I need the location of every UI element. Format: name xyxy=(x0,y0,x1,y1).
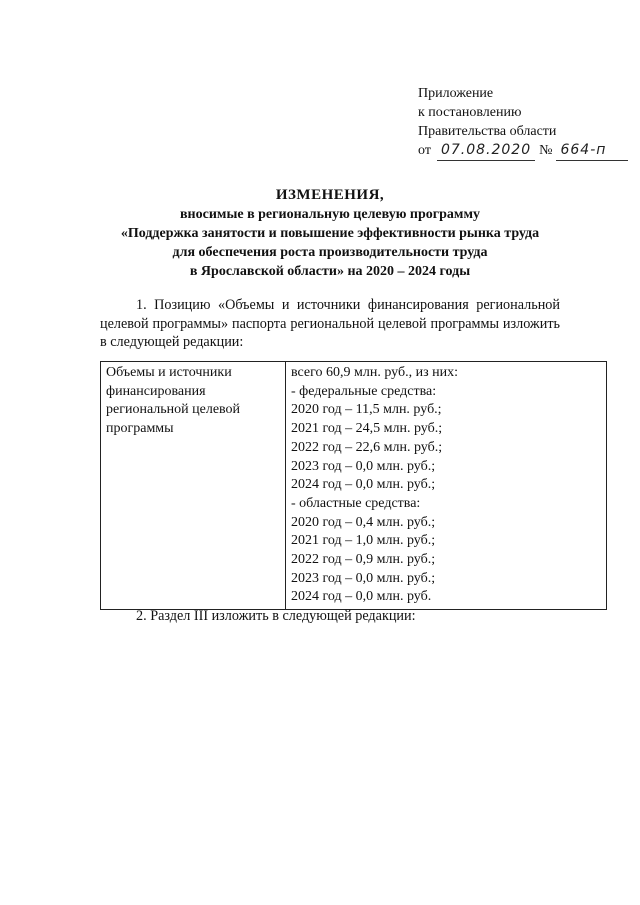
funding-item: всего 60,9 млн. руб., из них: xyxy=(291,365,459,380)
handwritten-number: 664-п xyxy=(556,141,628,161)
appendix-line-3: Правительства области xyxy=(418,124,557,139)
funding-item: - областные средства: xyxy=(291,495,421,511)
funding-table xyxy=(100,361,607,610)
funding-item: 2022 год – 22,6 млн. руб.; xyxy=(291,439,443,455)
handwritten-date: 07.08.2020 xyxy=(437,141,535,161)
funding-item: 2023 год – 0,0 млн. руб.; xyxy=(291,570,436,586)
table-row xyxy=(101,362,607,610)
funding-label-cell: Объемы и источники финансирования региональной целевой программы xyxy=(101,362,286,610)
appendix-date-number-row xyxy=(418,141,628,161)
document-title xyxy=(100,186,560,281)
funding-item: - федеральные средства: xyxy=(291,383,437,399)
title-line-2: вносимые в региональную целевую программу xyxy=(180,207,480,222)
title-main: ИЗМЕНЕНИЯ, xyxy=(275,187,385,203)
title-line-4: для обеспечения роста производительности труда xyxy=(172,245,488,260)
appendix-header xyxy=(418,84,628,161)
funding-item: 2023 год – 0,0 млн. руб.; xyxy=(291,458,436,474)
title-line-3: «Поддержка занятости и повышение эффективности рынка труда xyxy=(120,226,540,241)
number-label: № xyxy=(539,143,553,158)
appendix-line-1: Приложение xyxy=(418,86,494,101)
funding-item: 2021 год – 1,0 млн. руб.; xyxy=(291,533,436,549)
funding-item: 2020 год – 0,4 млн. руб.; xyxy=(291,514,436,530)
funding-item: 2021 год – 24,5 млн. руб.; xyxy=(291,421,443,437)
funding-item: 2024 год – 0,0 млн. руб. xyxy=(291,589,432,605)
appendix-line-2: к постановлению xyxy=(418,105,522,120)
paragraph-1: 1. Позицию «Объемы и источники финансирования региональной целевой программы» паспорта региональной целевой программы изложить в следующей редакции: xyxy=(100,297,560,350)
funding-item: 2020 год – 11,5 млн. руб.; xyxy=(291,402,442,418)
funding-values-cell xyxy=(286,362,607,610)
paragraph-2: 2. Раздел III изложить в следующей редакции: xyxy=(136,608,416,624)
funding-item: 2024 год – 0,0 млн. руб.; xyxy=(291,477,436,493)
title-line-5: в Ярославской области» на 2020 – 2024 годы xyxy=(189,264,471,279)
from-label: от xyxy=(418,143,431,158)
funding-item: 2022 год – 0,9 млн. руб.; xyxy=(291,552,436,568)
